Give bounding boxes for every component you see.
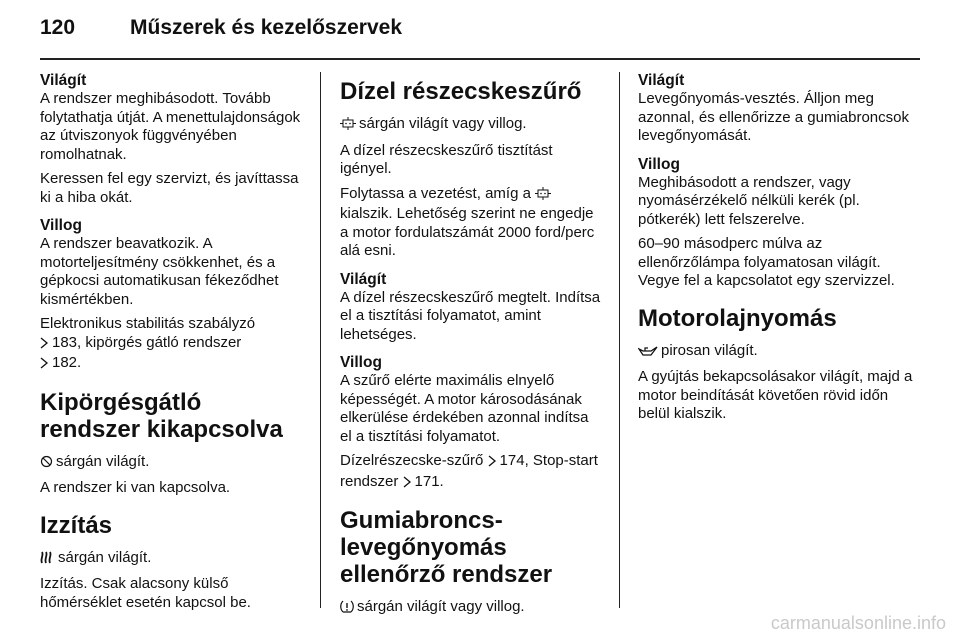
reference-arrow-icon bbox=[40, 336, 49, 355]
paragraph: Keressen fel egy szervizt, és javíttassa ki a hiba okát. bbox=[40, 170, 299, 206]
section-title-oil-pressure: Motorolajnyomás bbox=[638, 304, 837, 332]
subheading-lit: Világít bbox=[638, 72, 685, 89]
status-line: sárgán világít vagy villog. bbox=[340, 115, 602, 136]
paragraph: Izzítás. Csak alacsony külső hőmérséklet esetén kapcsol be. bbox=[40, 575, 251, 611]
status-line: sárgán világít. bbox=[40, 549, 302, 570]
subheading-lit: Világít bbox=[340, 270, 387, 288]
column-divider-1 bbox=[320, 72, 321, 608]
paragraph: 60–90 másodperc múlva az ellenőrzőlámpa folyamatosan világít. Vegye fel a kapcsolatot egy szervizzel. bbox=[638, 235, 895, 289]
paragraph: Meghibásodott a rendszer, vagy nyomásérzékelő nélküli kerék (pl. pótkerék) lett felszerelve. bbox=[638, 173, 860, 228]
subheading-flash: Villog bbox=[40, 217, 82, 234]
paragraph: A dízel részecskeszűrő megtelt. Indítsa el a tisztítási folyamatot, amint lehetséges. bbox=[340, 288, 601, 343]
section-title-glow: Izzítás bbox=[40, 511, 113, 539]
column-2 bbox=[340, 72, 602, 625]
reference-arrow-icon bbox=[40, 356, 49, 375]
paragraph: Levegőnyomás-vesztés. Álljon meg azonnal, és ellenőrizze a gumiabroncsok levegőnyomását. bbox=[638, 90, 909, 144]
diesel-particle-filter-icon bbox=[535, 187, 551, 206]
ref-text: Elektronikus stabilitás szabályzó bbox=[40, 315, 256, 332]
header-divider bbox=[40, 58, 920, 60]
column-1 bbox=[40, 72, 302, 618]
reference-paragraph bbox=[40, 315, 302, 375]
traction-control-off-icon bbox=[40, 455, 53, 474]
column-3 bbox=[638, 72, 920, 430]
paragraph: Folytassa a vezetést, amíg a kialszik. Lehetőség szerint ne engedje a motor fordulatszámát 2000 ford/perc alá esni. bbox=[340, 184, 595, 259]
chapter-title: Műszerek és kezelőszervek bbox=[130, 16, 403, 39]
paragraph: A rendszer meghibásodott. Tovább folytathatja útját. A menettulajdonságok az útviszonyok függvényében romolhatnak. bbox=[40, 90, 301, 163]
paragraph: A szűrő elérte maximális elnyelő képességét. A motor károsodásának elkerülése érdekében azonnal indítsa el a tisztítási folyamatot. bbox=[340, 372, 589, 445]
ref-text: 182. bbox=[52, 354, 82, 371]
reference-paragraph: Dízelrészecske-szűrő 174, Stop-start rendszer 171. bbox=[340, 452, 602, 493]
paragraph: A rendszer ki van kapcsolva. bbox=[40, 479, 231, 496]
page-header bbox=[40, 16, 920, 56]
column-divider-2 bbox=[619, 72, 620, 608]
diesel-particle-filter-icon bbox=[340, 117, 356, 136]
subheading-lit: Világít bbox=[40, 72, 87, 89]
tire-pressure-icon bbox=[340, 600, 354, 619]
paragraph: A gyújtás bekapcsolásakor világít, majd a motor beindítását követően rövid időn belül kialszik. bbox=[638, 368, 913, 422]
status-line: pirosan világít. bbox=[638, 342, 920, 363]
page-number: 120 bbox=[40, 16, 76, 39]
section-title-tpms: Gumiabroncs-levegőnyomás ellenőrző rendszer bbox=[340, 507, 553, 588]
section-title-traction-control: Kipörgésgátló rendszer kikapcsolva bbox=[40, 388, 283, 443]
subheading-flash: Villog bbox=[340, 354, 382, 371]
reference-arrow-icon bbox=[488, 454, 497, 473]
glow-plug-icon bbox=[40, 551, 55, 570]
status-line: sárgán világít. bbox=[40, 453, 302, 474]
oil-can-icon bbox=[638, 344, 658, 363]
section-title-dpf: Dízel részecskeszűrő bbox=[340, 78, 582, 105]
watermark: carmanualsonline.info bbox=[770, 613, 946, 633]
paragraph: A rendszer beavatkozik. A motorteljesítmény csökkenhet, és a gépkocsi automatikusan fékeződhet kismértékben. bbox=[40, 235, 279, 308]
paragraph: A dízel részecskeszűrő tisztítást igényel. bbox=[340, 141, 553, 177]
ref-text: 183, kipörgés gátló rendszer bbox=[52, 333, 242, 351]
subheading-flash: Villog bbox=[638, 155, 680, 173]
reference-arrow-icon bbox=[403, 475, 412, 494]
status-line: sárgán világít vagy villog. bbox=[340, 598, 602, 619]
